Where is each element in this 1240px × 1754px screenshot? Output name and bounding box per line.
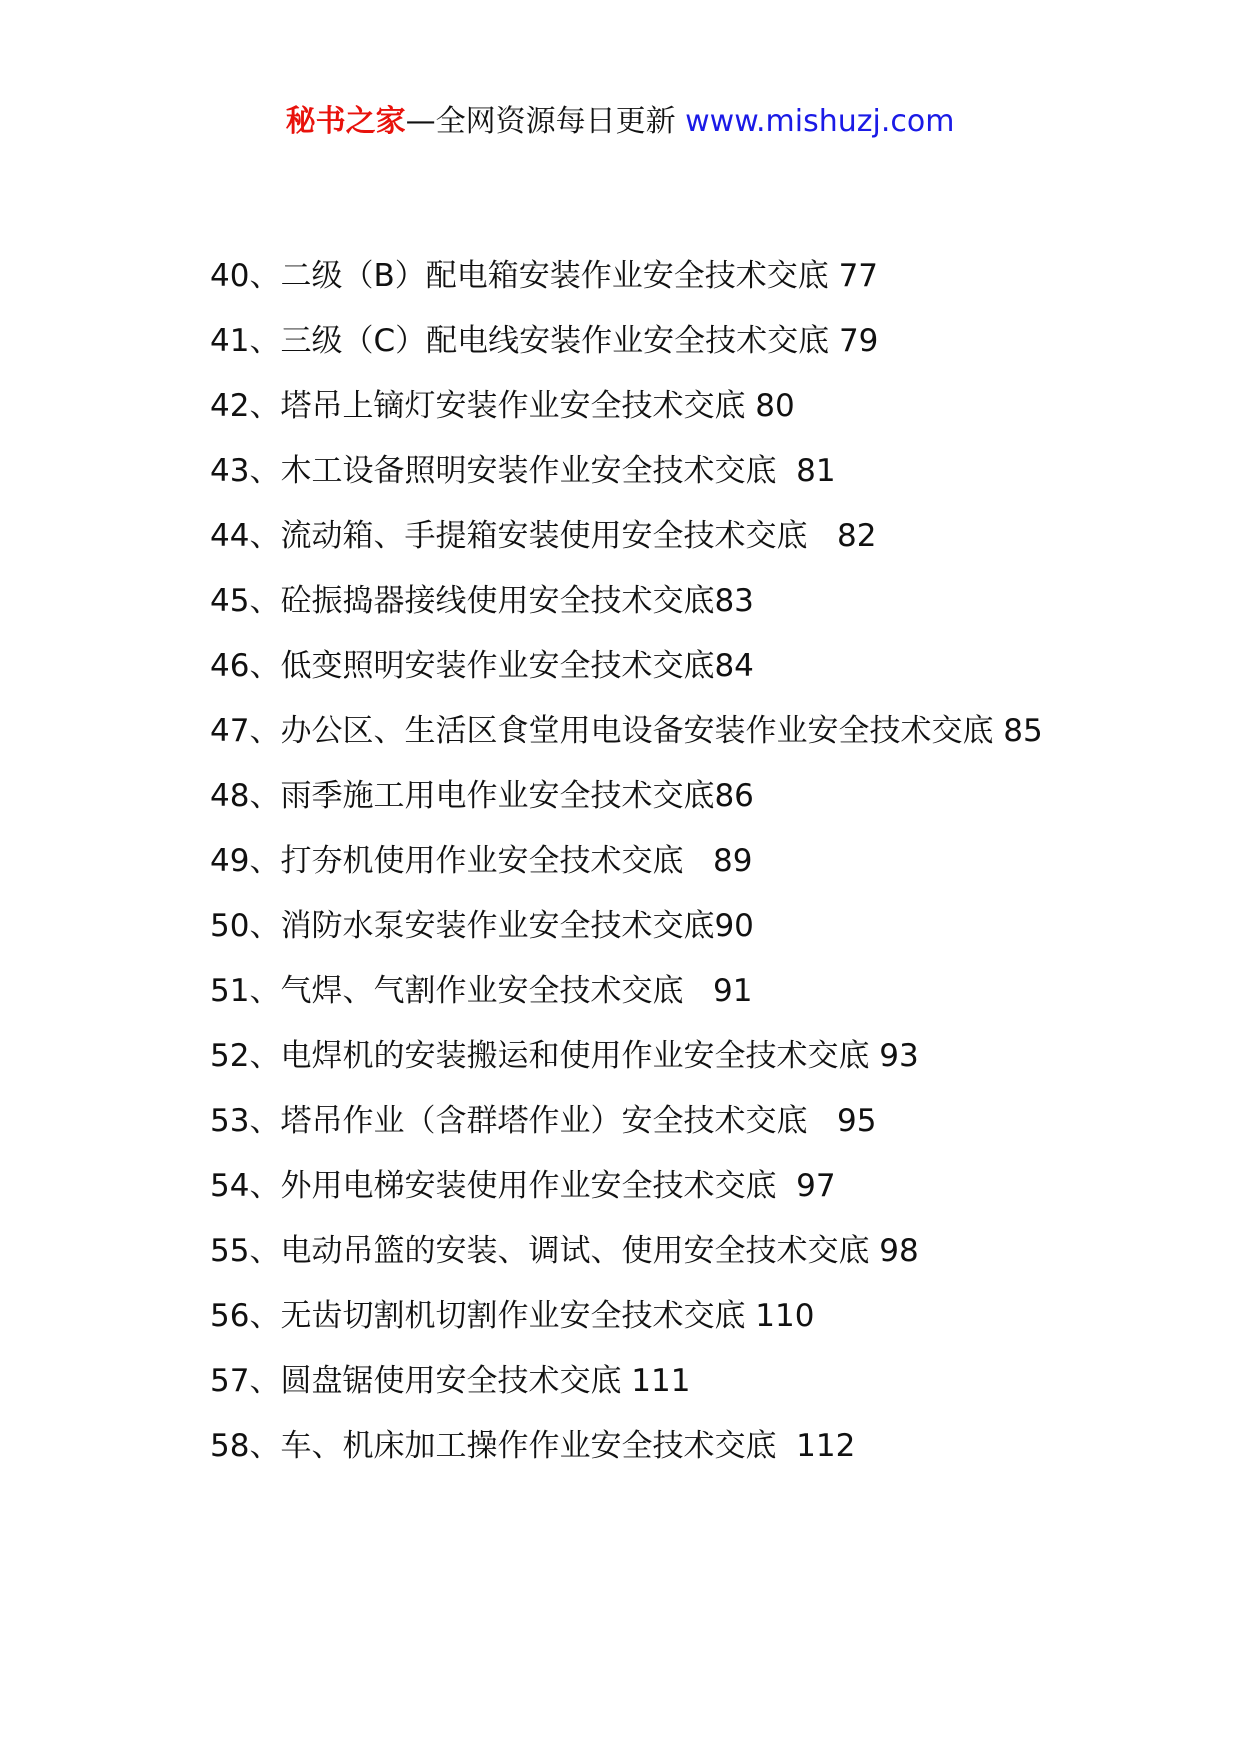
toc-entry: 43、木工设备照明安装作业安全技术交底 81: [210, 453, 836, 489]
toc-entry: 58、车、机床加工操作作业安全技术交底 112: [210, 1428, 856, 1464]
toc-entry: 41、三级（C）配电线安装作业安全技术交底 79: [210, 323, 879, 359]
toc-entry: 51、气焊、气割作业安全技术交底 91: [210, 973, 753, 1009]
toc-entry: 50、消防水泵安装作业安全技术交底90: [210, 908, 754, 944]
toc-entry: 56、无齿切割机切割作业安全技术交底 110: [210, 1298, 815, 1334]
brand-name: 秘书之家: [285, 104, 406, 139]
toc-entry: 55、电动吊篮的安装、调试、使用安全技术交底 98: [210, 1233, 919, 1269]
toc-entry: 48、雨季施工用电作业安全技术交底86: [210, 778, 754, 814]
header-tagline: —全网资源每日更新: [405, 104, 686, 139]
table-of-contents: [210, 244, 1100, 1479]
toc-entry: 57、圆盘锯使用安全技术交底 111: [210, 1363, 691, 1399]
page-header: [0, 100, 1240, 144]
toc-entry: 53、塔吊作业（含群塔作业）安全技术交底 95: [210, 1103, 877, 1139]
toc-entry: 40、二级（B）配电箱安装作业安全技术交底 77: [210, 258, 879, 294]
toc-entry: 42、塔吊上镝灯安装作业安全技术交底 80: [210, 388, 795, 424]
toc-entry: 44、流动箱、手提箱安装使用安全技术交底 82: [210, 518, 877, 554]
toc-entry: 45、砼振捣器接线使用安全技术交底83: [210, 583, 754, 619]
toc-entry: 52、电焊机的安装搬运和使用作业安全技术交底 93: [210, 1038, 919, 1074]
toc-entry: 46、低变照明安装作业安全技术交底84: [210, 648, 754, 684]
toc-entry: 54、外用电梯安装使用作业安全技术交底 97: [210, 1168, 836, 1204]
toc-entry: 49、打夯机使用作业安全技术交底 89: [210, 843, 753, 879]
toc-entry: 47、办公区、生活区食堂用电设备安装作业安全技术交底 85: [210, 713, 1043, 749]
header-url-link[interactable]: www.mishuzj.com: [685, 104, 955, 139]
